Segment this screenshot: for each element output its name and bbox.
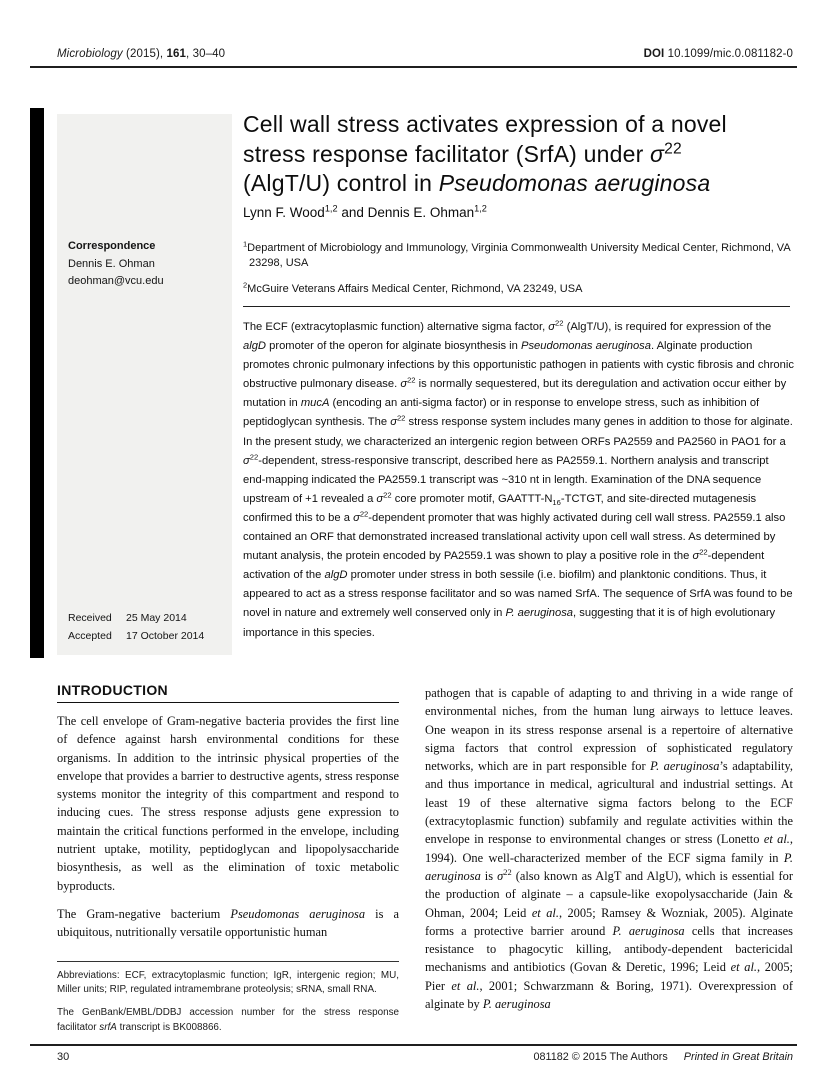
correspondence-panel [57, 114, 232, 655]
right-column [425, 682, 793, 1035]
affiliation-1: $^1$Department of Microbiology and Immunology, Virginia Commonwealth University Medical Center, Richmond, VA 23298, USA [243, 239, 791, 269]
body-columns [57, 682, 793, 1035]
journal-citation: Microbiology (2015), 161, 30–40 [57, 48, 226, 60]
page-number: 30 [57, 1051, 70, 1063]
correspondence-block [68, 238, 224, 291]
header-rule [30, 66, 797, 68]
accepted-row [68, 628, 228, 646]
authors-line: Lynn F. Wood$^{1,2}$ and Dennis E. Ohman$^{1,2}$ [243, 203, 487, 220]
affiliations-block [243, 241, 795, 297]
left-column [57, 682, 399, 1035]
correspondence-email: deohman@vcu.edu [68, 275, 164, 287]
copyright-notice: 081182 © 2015 The Authors [533, 1051, 668, 1063]
printed-in-notice: Printed in Great Britain [683, 1051, 793, 1063]
abbreviations-note: Abbreviations: ECF, extracytoplasmic function; IgR, intergenic region; MU, Miller units; RIP, regulated intramembrane proteolysis; sRNA, small RNA. [57, 969, 399, 996]
received-date: 25 May 2014 [126, 612, 187, 624]
accepted-date: 17 October 2014 [126, 629, 205, 642]
footnotes-block [57, 961, 399, 1035]
footer-imprint [534, 1051, 793, 1063]
correspondence-name: Dennis E. Ohman [68, 257, 155, 270]
footer-rule [30, 1044, 797, 1046]
intro-heading: INTRODUCTION [57, 682, 399, 703]
title-margin-bar [30, 108, 44, 658]
article-title: Cell wall stress activates expression of a novel stress response facilitator (SrfA) under $\sigma^{22}$ (AlgT/U) control in Pseudomonas aeruginosa [243, 111, 727, 196]
doi-text: DOI 10.1099/mic.0.081182-0 [643, 48, 793, 60]
affiliation-2: $^2$McGuire Veterans Affairs Medical Center, Richmond, VA 23249, USA [243, 280, 583, 295]
abstract-text: The ECF (extracytoplasmic function) alternative sigma factor, $\sigma^{22}$ (AlgT/U), is required for expression of the algD promoter of the operon for alginate biosynthesis in Pseudomonas aeruginosa. Alginate production promotes chronic pulmonary infections by this opportunistic pathogen in patients with cystic fibrosis and chronic obstructive pulmonary disease. $\sigma^{22}$ is normally sequestered, but its deregulation and activation occur either by mutation in mucA (encoding an anti-sigma factor) or in response to envelope stress, such as inhibition of peptidoglycan synthesis. The $\sigma^{22}$ stress response system includes many genes in addition to those for alginate. In the present study, we characterized an intergenic region between ORFs PA2559 and PA2560 in PAO1 for a $\sigma^{22}$-dependent, stress-responsive transcript, described here as PA2559.1. Northern analysis and transcript end-mapping indicated the PA2559.1 transcript was ~310 nt in length. Examination of the DNA sequence upstream of +1 revealed a $\sigma^{22}$ core promoter motif, GAATTT-$N_{16}$-TCTGT, and site-directed mutagenesis confirmed this to be a $\sigma^{22}$-dependent promoter that was highly activated during cell wall stress. PA2559.1 also contained an ORF that demonstrated increased translational activity upon cell wall stress. As determined by mutant analysis, the protein encoded by PA2559.1 was shown to play a positive role in the $\sigma^{22}$-dependent activation of the algD promoter under stress in both sessile (i.e. biofilm) and planktonic conditions. Thus, it appeared to act as a stress response facilitator and so was named SrfA. The sequence of SrfA was found to be novel in nature and extremely well conserved only in P. aeruginosa, suggesting that it is of high evolutionary importance in this species. [243, 318, 794, 639]
accepted-label: Accepted [68, 629, 112, 642]
right-column-paragraph: pathogen that is capable of adapting to and thriving in a wide range of environmental niches, from the human lung airways to lettuce leaves. One weapon in its stress response arsenal is a repertoire of alternative sigma factors that control expression of sophisticated regulatory networks, which are in part responsible for P. aeruginosa’s adaptability, and thus importance in medical, agricultural and industrial settings. At least 19 of these alternative sigma factors belong to the ECF (extracytoplasmic function) subfamily and regulate activities within the envelope in response to environmental changes or stress (Lonetto et al., 1994). One well-characterized member of the ECF sigma family in P. aeruginosa is $\sigma^{22}$ (also known as AlgT and AlgU), which is essential for the production of alginate – a capsule-like exopolysaccharide (Jain & Ohman, 2004; Leid et al., 2005; Ramsey & Wozniak, 2005). Alginate forms a protective barrier around P. aeruginosa cells that increases resistance to phagocytic killing, antibody-dependent bactericidal mechanisms and antibiotics (Govan & Deretic, 1996; Leid et al., 2005; Pier et al., 2001; Schwarzmann & Boring, 1971). Overexpression of alginate by P. aeruginosa [425, 686, 794, 1012]
received-label: Received [68, 612, 112, 624]
intro-paragraph-2: The Gram-negative bacterium Pseudomonas aeruginosa is a ubiquitous, nutritionally versatile opportunistic human [57, 906, 399, 940]
accession-note: The GenBank/EMBL/DDBJ accession number for the stress response facilitator srfA transcript is BK008866. [57, 1007, 399, 1033]
intro-paragraph-1: The cell envelope of Gram-negative bacteria provides the first line of defence against harsh environmental conditions for these organisms. In addition to the intrinsic physical properties of the envelope that provides a barrier to destructive agents, stress response systems monitor the integrity of this compartment and respond to inducing cues. The stress response adjusts gene expression to maintain the critical functions performed in the envelope, including nutrient uptake, motility, peptidoglycan and lipopolysaccharide biosynthesis, as well as the elimination of toxic metabolic byproducts. [57, 714, 400, 893]
dates-block [68, 610, 228, 645]
abstract-top-rule [243, 306, 790, 307]
correspondence-label: Correspondence [68, 240, 156, 252]
received-row [68, 610, 228, 628]
